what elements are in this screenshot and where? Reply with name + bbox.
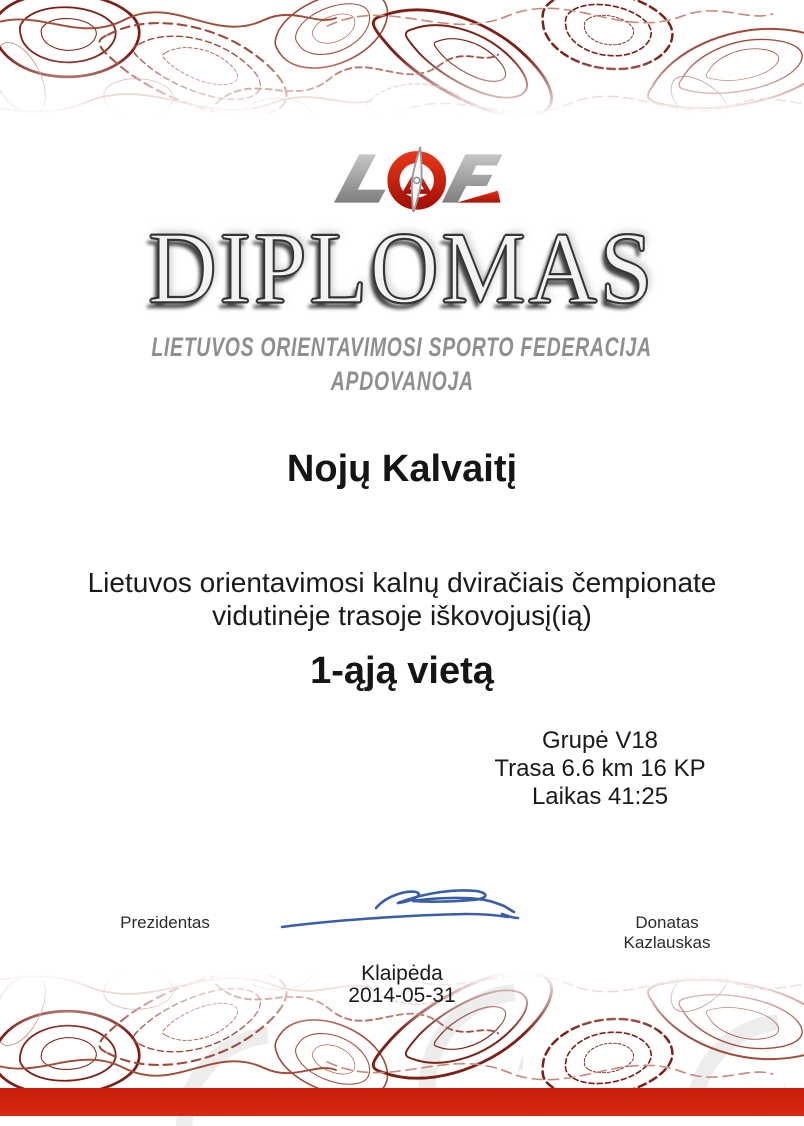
- topographic-pattern-top: [0, 0, 804, 122]
- course-line: Trasa 6.6 km 16 KP: [494, 755, 706, 782]
- federation-name: LIETUVOS ORIENTAVIMOSI SPORTO FEDERACIJA: [151, 332, 653, 362]
- location: Klaipėda: [361, 962, 443, 985]
- achievement-description: [0, 566, 804, 632]
- description-line-1: Lietuvos orientavimosi kalnų dviračiais čempionate: [87, 567, 717, 598]
- signature: [256, 870, 528, 934]
- time-line: Laikas 41:25: [531, 783, 669, 810]
- president-label: Prezidentas: [120, 913, 210, 932]
- place-awarded: 1-ąją vietą: [310, 650, 494, 692]
- result-details: [478, 727, 722, 811]
- diploma-title-text: DIPLOMAS: [148, 212, 656, 325]
- group-line: Grupė V18: [541, 727, 659, 754]
- president-name: Donatas Kazlauskas: [623, 913, 711, 952]
- footer-red-bar: [0, 1088, 804, 1116]
- logo-letter-l: [334, 154, 392, 202]
- diploma-title: [0, 212, 804, 325]
- awards-line: APDOVANOJA: [330, 366, 474, 396]
- location-date: [0, 963, 804, 1007]
- losf-logo: [320, 145, 506, 212]
- logo-letter-f: [442, 154, 506, 202]
- date: 2014-05-31: [348, 984, 456, 1007]
- recipient-name: Nojų Kalvaitį: [286, 448, 518, 490]
- description-line-2: vidutinėje trasoje iškovojusį(ią): [212, 600, 592, 631]
